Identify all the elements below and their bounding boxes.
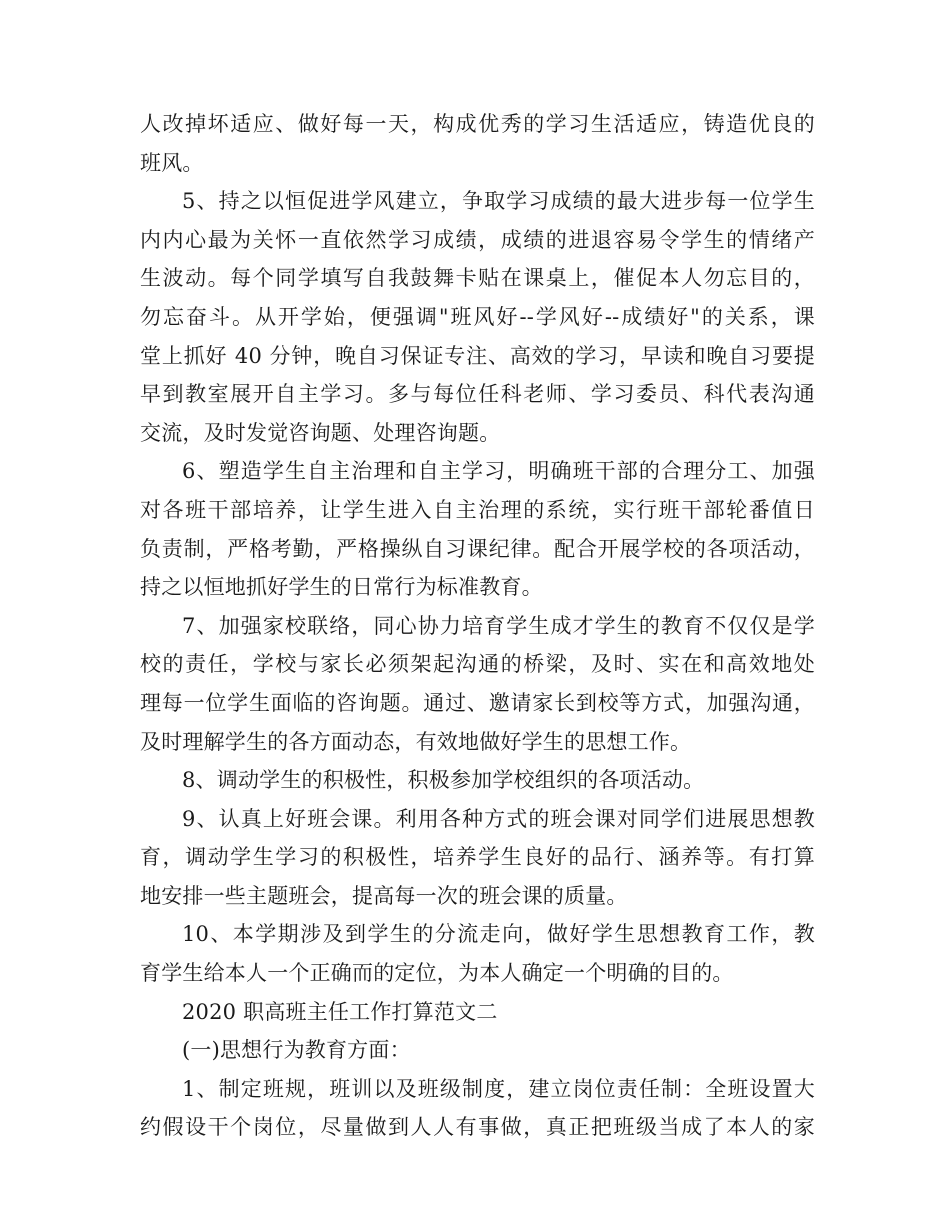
text-line: 交流，及时发觉咨询题、处理咨询题。: [140, 420, 501, 445]
text-line: 10、本学期涉及到学生的分流走向，做好学生思想教育工作，教: [182, 922, 815, 947]
text-line: 5、持之以恒促进学风建立，争取学习成绩的最大进步每一位学生: [182, 189, 815, 214]
text-line: 育学生给本人一个正确而的定位，为本人确定一个明确的目的。: [140, 961, 734, 986]
document-page: [140, 105, 815, 1147]
paragraph-item-8: [140, 761, 815, 800]
text-line: (一)思想行为教育方面：: [182, 1038, 411, 1063]
text-line: 理每一位学生面临的咨询题。通过、邀请家长到校等方式，加强沟通，: [140, 690, 815, 715]
paragraph-item-1: [140, 1070, 815, 1147]
text-line: 2020 职高班主任工作打算范文二: [182, 999, 498, 1024]
text-line: 生波动。每个同学填写自我鼓舞卡贴在课桌上，催促本人勿忘目的，: [140, 266, 815, 291]
text-line: 地安排一些主题班会，提高每一次的班会课的质量。: [140, 883, 628, 908]
text-line: 内内心最为关怀一直依然学习成绩，成绩的进退容易令学生的情绪产: [140, 227, 815, 252]
text-line: 9、认真上好班会课。利用各种方式的班会课对同学们进展思想教: [182, 806, 815, 831]
text-line: 及时理解学生的各方面动态，有效地做好学生的思想工作。: [140, 729, 692, 754]
paragraph-item-6: [140, 452, 815, 606]
text-line: 持之以恒地抓好学生的日常行为标准教育。: [140, 575, 543, 600]
paragraph-item-5: [140, 182, 815, 452]
text-line: 1、制定班规，班训以及班级制度，建立岗位责任制：全班设置大: [182, 1076, 815, 1101]
text-line: 早到教室展开自主学习。多与每位任科老师、学习委员、科代表沟通: [140, 382, 815, 407]
text-line: 勿忘奋斗。从开学始，便强调"班风好--学风好--成绩好"的关系，课: [140, 304, 815, 329]
section-heading: [140, 993, 815, 1032]
text-line: 人改掉坏适应、做好每一天，构成优秀的学习生活适应，铸造优良的: [140, 112, 815, 136]
text-line: 对各班干部培养，让学生进入自主治理的系统，实行班干部轮番值日: [140, 497, 815, 522]
paragraph-item-7: [140, 607, 815, 761]
text-line: 育，调动学生学习的积极性，培养学生良好的品行、涵养等。有打算: [140, 845, 815, 870]
text-line: 6、塑造学生自主治理和自主学习，明确班干部的合理分工、加强: [182, 459, 815, 484]
text-line: 班风。: [140, 150, 204, 175]
paragraph-item-10: [140, 915, 815, 992]
text-line: 8、调动学生的积极性，积极参加学校组织的各项活动。: [182, 768, 705, 793]
text-line: 校的责任，学校与家长必须架起沟通的桥梁，及时、实在和高效地处: [140, 652, 815, 677]
paragraph-item-9: [140, 800, 815, 916]
text-line: 负责制，严格考勤，严格操纵自习课纪律。配合开展学校的各项活动，: [140, 536, 815, 561]
text-line: 约假设干个岗位，尽量做到人人有事做，真正把班级当成了本人的家: [140, 1115, 815, 1140]
paragraph-class-style: [140, 105, 815, 182]
text-line: 堂上抓好 40 分钟，晚自习保证专注、高效的学习，早读和晚自习要提: [140, 343, 815, 368]
subsection-heading: [140, 1031, 815, 1070]
text-line: 7、加强家校联络，同心协力培育学生成才学生的教育不仅仅是学: [182, 613, 815, 638]
